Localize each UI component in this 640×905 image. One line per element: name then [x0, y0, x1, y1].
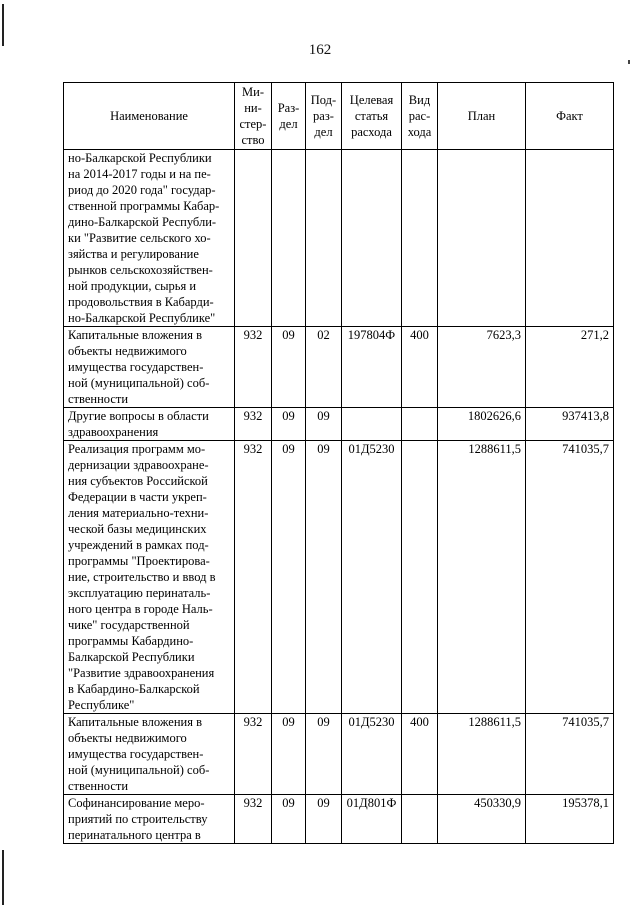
- scan-edge-mark: [2, 850, 4, 905]
- cell-target-article: 197804Ф: [342, 327, 402, 408]
- cell-name: Капитальные вложения в объекты недвижимого имущества государствен- ной (муниципальной) соб- ственности: [64, 327, 235, 408]
- header-name: Наименование: [64, 83, 235, 150]
- cell-ministry: 932: [235, 795, 272, 844]
- cell-ministry: 932: [235, 714, 272, 795]
- cell-section: [272, 150, 306, 327]
- budget-table: [63, 82, 614, 844]
- cell-plan: 7623,3: [438, 327, 526, 408]
- table-header-row: [64, 83, 614, 150]
- cell-expense-type: [402, 150, 438, 327]
- cell-subsection: 09: [306, 408, 342, 441]
- cell-name: Реализация программ мо- дернизации здравоохране- ния субъектов Российской Федерации в части укреп- ления материально-техни- ческой базы медицинских учреждений в рамках под- программы "Проектирова- ние, строительство и ввод в эксплуатацию перинаталь- ного центра в городе Наль- чике" государственной программы Кабардино- Балкарской Республики "Развитие здравоохранения в Кабардино-Балкарской Республике": [64, 441, 235, 714]
- table-row: [64, 408, 614, 441]
- header-subsection: Под- раз- дел: [306, 83, 342, 150]
- cell-name: но-Балкарской Республики на 2014-2017 годы и на пе- риод до 2020 года" государ- ственной программы Кабар- дино-Балкарской Республи- ки "Развитие сельского хо- зяйства и регулирование рынков сельскохозяйствен- ной продукции, сырья и продовольствия в Кабарди- но-Балкарской Республике": [64, 150, 235, 327]
- cell-plan: 1288611,5: [438, 714, 526, 795]
- cell-expense-type: [402, 441, 438, 714]
- cell-section: 09: [272, 795, 306, 844]
- cell-plan: 1802626,6: [438, 408, 526, 441]
- table-row: [64, 795, 614, 844]
- cell-subsection: 02: [306, 327, 342, 408]
- cell-expense-type: [402, 408, 438, 441]
- cell-subsection: 09: [306, 441, 342, 714]
- cell-name: Капитальные вложения в объекты недвижимого имущества государствен- ной (муниципальной) соб- ственности: [64, 714, 235, 795]
- scan-speck: [628, 60, 630, 64]
- cell-plan: [438, 150, 526, 327]
- cell-fact: 741035,7: [526, 441, 614, 714]
- cell-fact: 741035,7: [526, 714, 614, 795]
- cell-fact: [526, 150, 614, 327]
- table-row: [64, 441, 614, 714]
- cell-name: Софинансирование меро- приятий по строительству перинатального центра в: [64, 795, 235, 844]
- cell-section: 09: [272, 408, 306, 441]
- cell-section: 09: [272, 441, 306, 714]
- cell-target-article: 01Д5230: [342, 714, 402, 795]
- cell-section: 09: [272, 714, 306, 795]
- cell-subsection: [306, 150, 342, 327]
- cell-ministry: 932: [235, 441, 272, 714]
- page-number: 162: [308, 42, 332, 58]
- cell-fact: 195378,1: [526, 795, 614, 844]
- table-row: [64, 150, 614, 327]
- cell-ministry: 932: [235, 408, 272, 441]
- cell-expense-type: 400: [402, 327, 438, 408]
- cell-name: Другие вопросы в области здравоохранения: [64, 408, 235, 441]
- cell-subsection: 09: [306, 795, 342, 844]
- header-plan: План: [438, 83, 526, 150]
- header-section: Раз- дел: [272, 83, 306, 150]
- cell-target-article: [342, 408, 402, 441]
- cell-target-article: 01Д801Ф: [342, 795, 402, 844]
- cell-plan: 450330,9: [438, 795, 526, 844]
- scan-edge-mark: [2, 4, 4, 46]
- cell-subsection: 09: [306, 714, 342, 795]
- cell-expense-type: 400: [402, 714, 438, 795]
- header-fact: Факт: [526, 83, 614, 150]
- table-row: [64, 327, 614, 408]
- cell-target-article: [342, 150, 402, 327]
- cell-ministry: [235, 150, 272, 327]
- cell-expense-type: [402, 795, 438, 844]
- cell-section: 09: [272, 327, 306, 408]
- header-ministry: Ми- ни- стер- ство: [235, 83, 272, 150]
- table-row: [64, 714, 614, 795]
- cell-fact: 937413,8: [526, 408, 614, 441]
- cell-plan: 1288611,5: [438, 441, 526, 714]
- cell-fact: 271,2: [526, 327, 614, 408]
- header-target-article: Целевая статья расхода: [342, 83, 402, 150]
- cell-target-article: 01Д5230: [342, 441, 402, 714]
- cell-ministry: 932: [235, 327, 272, 408]
- header-expense-type: Вид рас- хода: [402, 83, 438, 150]
